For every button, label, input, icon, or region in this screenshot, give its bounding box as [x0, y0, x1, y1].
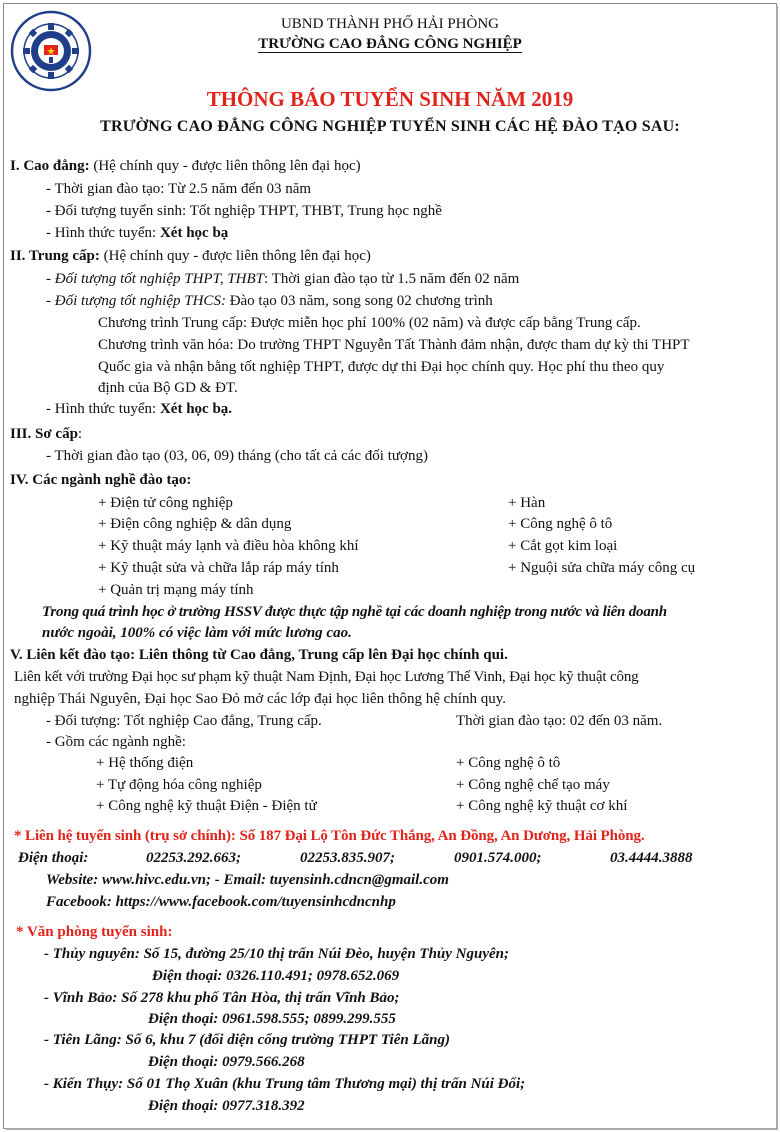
- section-2-line-1: [46, 269, 519, 289]
- page-shadow-bottom: [6, 1128, 778, 1130]
- section-3-heading: [10, 424, 82, 444]
- admission-method-label-2: - Hình thức tuyển:: [46, 401, 160, 417]
- section-5-majors-label: - Gồm các ngành nghề:: [46, 734, 186, 750]
- phone-number: 02253.835.907;: [300, 850, 395, 866]
- office-phone: Điện thoại: 0979.566.268: [148, 1054, 305, 1070]
- section-2-line-2-text: Đào tạo 03 năm, song song 02 chương trình: [225, 293, 493, 309]
- office-address: - Thủy nguyên: Số 15, đường 25/10 thị trấn Núi Đèo, huyện Thủy Nguyên;: [44, 946, 510, 962]
- internship-note-line-1: Trong quá trình học ở trường HSSV được thực tập nghề tại các doanh nghiệp trong nước và liên doanh: [42, 604, 667, 620]
- notice-title: THÔNG BÁO TUYỂN SINH NĂM 2019: [206, 87, 574, 111]
- section-2-line-3: Chương trình Trung cấp: Được miễn học phí 100% (02 năm) và được cấp bằng Trung cấp.: [98, 315, 641, 331]
- section-5-para-1: Liên kết với trường Đại học sư phạm kỹ thuật Nam Định, Đại học Lương Thế Vinh, Đại học kỹ thuật công: [14, 669, 639, 685]
- section-2-line-5: Quốc gia và nhận bằng tốt nghiệp THPT, được dự thi Đại học chính quy. Học phí thu theo quy: [98, 359, 665, 375]
- office-address: - Kiến Thụy: Số 01 Thọ Xuân (khu Trung tâm Thương mại) thị trấn Núi Đối;: [44, 1076, 526, 1092]
- major-item: + Kỹ thuật máy lạnh và điều hòa không khí: [98, 538, 359, 554]
- section-2-line-2-label: - Đối tượng tốt nghiệp THCS:: [46, 293, 226, 309]
- office-phone: Điện thoại: 0977.318.392: [148, 1098, 305, 1114]
- office-address: - Vĩnh Bảo: Số 278 khu phố Tân Hòa, thị trấn Vĩnh Bảo;: [44, 990, 400, 1006]
- section-1-title: I. Cao đẳng:: [10, 158, 90, 174]
- offices-heading: * Văn phòng tuyển sinh:: [16, 924, 173, 940]
- facebook-link: Facebook: https://www.facebook.com/tuyensinhcdncnhp: [46, 894, 396, 910]
- section-1-heading: [10, 156, 361, 176]
- bridge-major-item: + Công nghệ kỹ thuật Điện - Điện tử: [96, 798, 317, 814]
- school-name-text: TRƯỜNG CAO ĐẲNG CÔNG NGHIỆP: [258, 36, 522, 52]
- section-1-note: (Hệ chính quy - được liên thông lên đại học): [89, 158, 361, 174]
- section-3-line-1: - Thời gian đào tạo (03, 06, 09) tháng (cho tất cả các đối tượng): [46, 448, 428, 464]
- section-5-para-2: nghiệp Thái Nguyên, Đại học Sao Đỏ mở các lớp đại học liên thông hệ chính quy.: [14, 691, 507, 707]
- office-phone: Điện thoại: 0326.110.491; 0978.652.069: [152, 968, 400, 984]
- section-1-line-3: [46, 223, 228, 243]
- section-2-line-4: Chương trình văn hóa: Do trường THPT Nguyễn Tất Thành đảm nhận, được tham dự kỳ thi THPT: [98, 337, 690, 353]
- section-2-line-6: định của Bộ GD & ĐT.: [98, 380, 238, 396]
- section-1-line-2: - Đối tượng tuyển sinh: Tốt nghiệp THPT, THBT, Trung học nghề: [46, 203, 442, 219]
- phone-number: 03.4444.3888: [610, 850, 693, 866]
- major-item: + Cắt gọt kim loại: [508, 538, 618, 554]
- bridge-major-item: + Công nghệ ô tô: [456, 755, 561, 771]
- main-contact-address: * Liên hệ tuyển sinh (trụ sở chính): Số 187 Đại Lộ Tôn Đức Thắng, An Đồng, An Dương, Hải Phòng.: [14, 828, 645, 844]
- section-2-line-1-label: - Đối tượng tốt nghiệp THPT, THBT: [46, 271, 265, 287]
- section-2-line-2: [46, 291, 493, 311]
- website-email: Website: www.hivc.edu.vn; - Email: tuyensinh.cdncn@gmail.com: [46, 872, 449, 888]
- section-2-line-1-text: : Thời gian đào tạo từ 1.5 năm đến 02 năm: [264, 271, 520, 287]
- section-2-line-7: [46, 399, 232, 419]
- section-4-heading: IV. Các ngành nghề đào tạo:: [10, 472, 192, 488]
- section-5-target: - Đối tượng: Tốt nghiệp Cao đẳng, Trung cấp.: [46, 713, 322, 729]
- section-3-colon: :: [77, 426, 83, 442]
- section-5-heading: V. Liên kết đào tạo: Liên thông từ Cao đẳng, Trung cấp lên Đại học chính qui.: [10, 647, 508, 663]
- section-2-title: II. Trung cấp:: [10, 248, 100, 264]
- page-shadow-right: [776, 6, 778, 1130]
- major-item: + Kỹ thuật sửa và chữa lắp ráp máy tính: [98, 560, 339, 576]
- major-item: + Nguội sửa chữa máy công cụ: [508, 560, 696, 576]
- bridge-major-item: + Công nghệ chế tạo máy: [456, 777, 610, 793]
- phone-number: 02253.292.663;: [146, 850, 241, 866]
- major-item: + Điện công nghiệp & dân dụng: [98, 516, 292, 532]
- admission-method-value-2: Xét học bạ.: [159, 401, 233, 417]
- major-item: + Điện tử công nghiệp: [98, 495, 233, 511]
- admission-method-value: Xét học bạ: [159, 225, 229, 241]
- internship-note-line-2: nước ngoài, 100% có việc làm với mức lương cao.: [42, 625, 352, 641]
- authority-name: UBND THÀNH PHỐ HẢI PHÒNG: [280, 16, 500, 32]
- phone-number: 0901.574.000;: [454, 850, 542, 866]
- office-phone: Điện thoại: 0961.598.555; 0899.299.555: [148, 1011, 396, 1027]
- bridge-major-item: + Hệ thống điện: [96, 755, 194, 771]
- admission-method-label: - Hình thức tuyển:: [46, 225, 160, 241]
- major-item: + Hàn: [508, 495, 546, 511]
- office-address: - Tiên Lãng: Số 6, khu 7 (đối diện cổng trường THPT Tiên Lãng): [44, 1032, 450, 1048]
- section-2-note: (Hệ chính quy - được liên thông lên đại học): [99, 248, 371, 264]
- section-2-heading: [10, 246, 371, 266]
- major-item: + Quản trị mạng máy tính: [98, 582, 254, 598]
- major-item: + Công nghệ ô tô: [508, 516, 613, 532]
- phone-label: Điện thoại:: [18, 850, 89, 866]
- bridge-major-item: + Tự động hóa công nghiệp: [96, 777, 262, 793]
- section-3-title: III. Sơ cấp: [10, 426, 78, 442]
- notice-subtitle: TRƯỜNG CAO ĐẲNG CÔNG NGHIỆP TUYỂN SINH CÁC HỆ ĐÀO TẠO SAU:: [100, 118, 680, 135]
- section-1-line-1: - Thời gian đào tạo: Từ 2.5 năm đến 03 năm: [46, 181, 312, 197]
- section-5-duration: Thời gian đào tạo: 02 đến 03 năm.: [456, 713, 663, 729]
- bridge-major-item: + Công nghệ kỹ thuật cơ khí: [456, 798, 628, 814]
- school-name: [0, 34, 780, 54]
